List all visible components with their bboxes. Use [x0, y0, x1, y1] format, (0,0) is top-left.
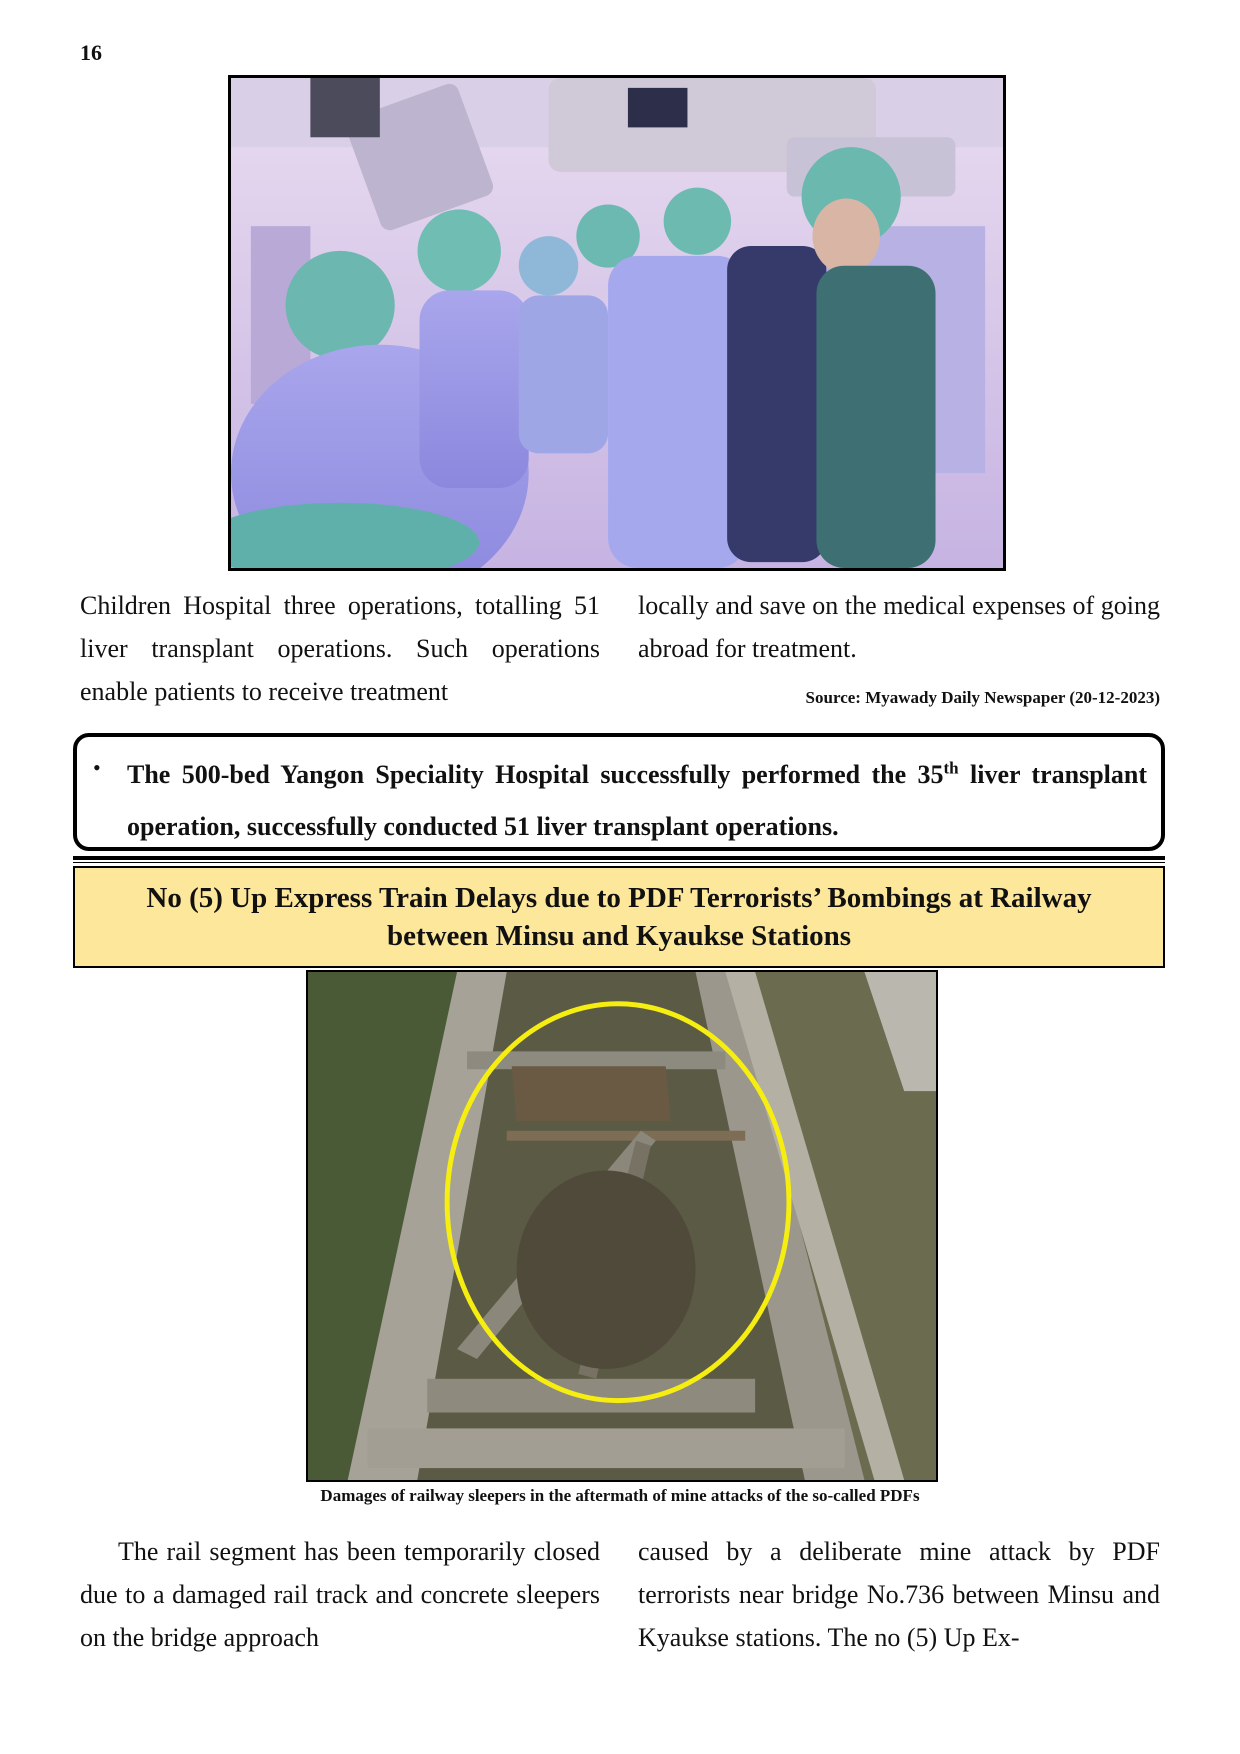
section-divider-thin [73, 862, 1165, 863]
operating-room-photo [228, 75, 1006, 571]
highlight-text [127, 749, 1147, 853]
ordinal-suffix: th [943, 758, 959, 778]
highlight-text-end: liver transplant operation, successfully conducted 51 liver transplant operations. [127, 760, 1148, 841]
article-paragraph: caused by a deliberate mine attack by PDF terrorists near bridge No.736 between Minsu and Kyaukse stations. The no (5) Up Ex- [638, 1537, 1160, 1652]
page-number: 16 [80, 40, 102, 65]
article-paragraph: Children Hospital three operations, totalling 51 liver transplant operations. Such operations enable patients to receive treatment [80, 591, 600, 706]
highlight-box [73, 733, 1165, 851]
photo-caption: Damages of railway sleepers in the aftermath of mine attacks of the so-called PDFs [320, 1486, 920, 1505]
article-left-column-top [80, 584, 600, 713]
railway-damage-photo [306, 970, 938, 1482]
article-paragraph: The rail segment has been temporarily closed due to a damaged rail track and concrete sleepers on the bridge approach [80, 1537, 600, 1652]
article-right-column-top [638, 584, 1160, 670]
article-left-column-bottom [80, 1530, 600, 1659]
highlight-text-start: The 500-bed Yangon Speciality Hospital successfully performed the 35 [127, 760, 944, 789]
section-heading-box [73, 866, 1165, 968]
article-paragraph: locally and save on the medical expenses of going abroad for treatment. [638, 591, 1160, 663]
section-heading: No (5) Up Express Train Delays due to PDF Terrorists’ Bombings at Railway between Minsu and Kyaukse Stations [146, 882, 1092, 952]
bullet: • [93, 755, 101, 780]
section-divider [73, 856, 1165, 860]
article-right-column-bottom [638, 1530, 1160, 1659]
source-citation: Source: Myawady Daily Newspaper (20-12-2023) [805, 688, 1160, 707]
